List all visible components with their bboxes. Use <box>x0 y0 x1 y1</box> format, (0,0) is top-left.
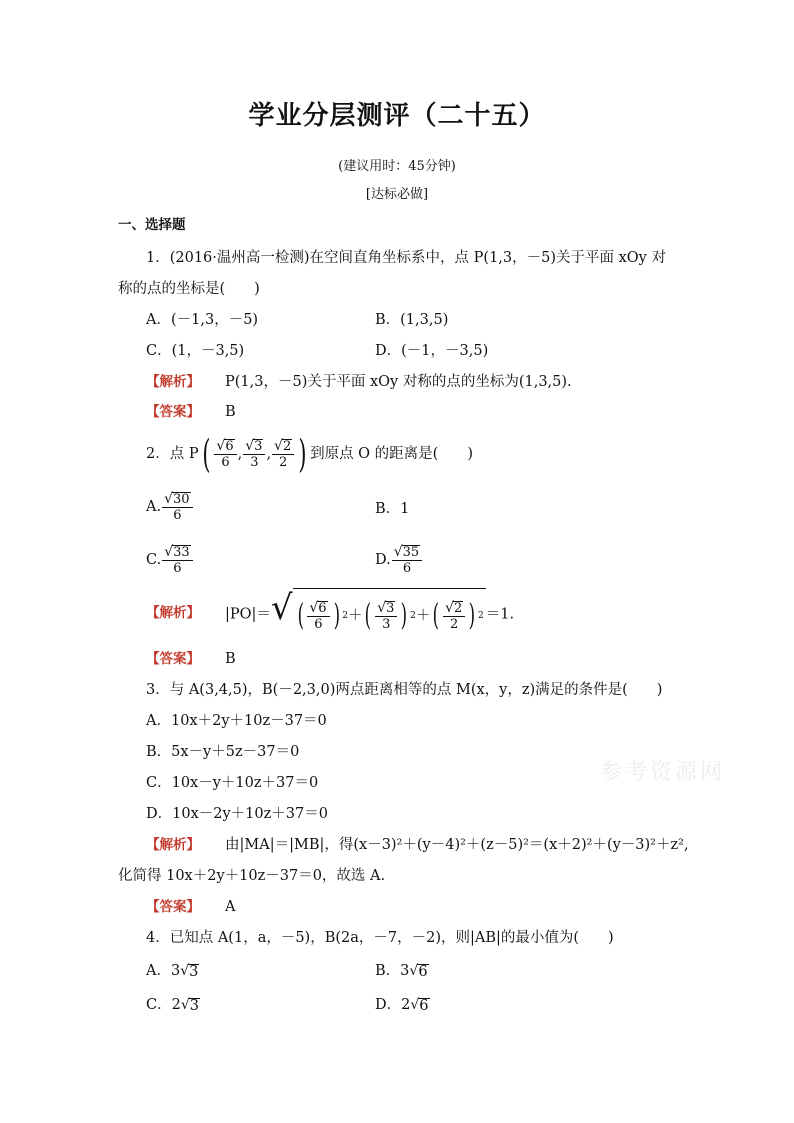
q2-option-a: A. √ 30 6 <box>146 487 194 527</box>
q4-option-b: B．3 √ 6 <box>375 963 428 980</box>
q2-option-c: C. √ 33 6 <box>146 540 194 580</box>
q1-answer-label: 【答案】 <box>146 404 200 420</box>
q3-answer-value: A <box>225 899 236 915</box>
q2-option-d: D. √ 35 6 <box>375 540 423 580</box>
q4-option-c: C．2 √ 3 <box>146 997 199 1014</box>
q1-analysis-label: 【解析】 <box>146 374 200 390</box>
q1-stem-line2: 称的点的坐标是( ) <box>118 281 260 297</box>
q2-prefix: 2．点 P <box>146 446 199 462</box>
q1-option-a: A．(－1,3，－5) <box>146 312 259 328</box>
q4-stem: 4．已知点 A(1，a，－5)，B(2a，－7，－2)，则|AB|的最小值为( ) <box>146 930 614 946</box>
q1-stem-line1: 1．(2016·温州高一检测)在空间直角坐标系中，点 P(1,3，－5)关于平面 xOy 对 <box>146 250 666 266</box>
q2-answer-label: 【答案】 <box>146 651 200 667</box>
q3-analysis-line2: 化简得 10x＋2y＋10z－37＝0，故选 A. <box>118 868 386 884</box>
q2-coord-y: √ 3 3 <box>243 439 265 470</box>
q2-suffix: 到原点 O 的距离是( ) <box>310 446 473 462</box>
q3-stem: 3．与 A(3,4,5)，B(－2,3,0)两点距离相等的点 M(x，y，z)满足的条件是( ) <box>146 682 663 698</box>
q2-close-paren: ) <box>298 432 307 476</box>
q3-option-b: B．5x－y＋5z－37＝0 <box>146 744 300 760</box>
q2-analysis-label: 【解析】 <box>146 605 200 621</box>
q1-option-d: D．(－1，－3,5) <box>375 343 489 359</box>
q4-option-a: A．3 √ 3 <box>146 963 199 980</box>
q2-open-paren: ( <box>201 432 211 476</box>
q3-analysis-label: 【解析】 <box>146 837 200 853</box>
q1-answer-value: B <box>225 404 236 420</box>
q4-option-d: D．2 √ 6 <box>375 997 429 1014</box>
q2-coord-x: √ 6 6 <box>214 439 236 470</box>
q2-coord-z: √ 2 2 <box>272 439 294 470</box>
section-tag: [达标必做] <box>365 187 429 202</box>
q1-analysis-text: P(1,3，－5)关于平面 xOy 对称的点的坐标为(1,3,5). <box>225 374 572 390</box>
q3-answer-label: 【答案】 <box>146 899 200 915</box>
q3-analysis-line1: 由|MA|＝|MB|，得(x－3)²＋(y－4)²＋(z－5)²＝(x＋2)²＋(y－3)²＋z², <box>225 837 689 853</box>
q2-answer-value: B <box>225 651 236 667</box>
q2-stem: 2．点 P( √ 6 6 , √ 3 3 , √ 2 2 ) 到原点 O 的距离是( ) <box>146 432 473 476</box>
q3-option-c: C．10x－y＋10z＋37＝0 <box>146 775 319 791</box>
q2-analysis-formula: |PO|＝ √ ( √ 6 6 ) 2 ＋ ( √ 3 3 ) 2 ＋ ( √ 2 2 ) 2 ＝1. <box>225 588 514 641</box>
q1-option-b: B．(1,3,5) <box>375 312 449 328</box>
part-heading: 一、选择题 <box>118 217 186 233</box>
q1-option-c: C．(1，－3,5) <box>146 343 245 359</box>
page-title: 学业分层测评（二十五） <box>248 101 546 131</box>
time-note: (建议用时：45分钟) <box>338 159 456 174</box>
q3-option-d: D．10x－2y＋10z＋37＝0 <box>146 806 328 822</box>
q3-option-a: A．10x＋2y＋10z－37＝0 <box>146 713 327 729</box>
watermark: 参考资源网 <box>600 760 726 785</box>
q2-option-b: B．1 <box>375 501 410 517</box>
